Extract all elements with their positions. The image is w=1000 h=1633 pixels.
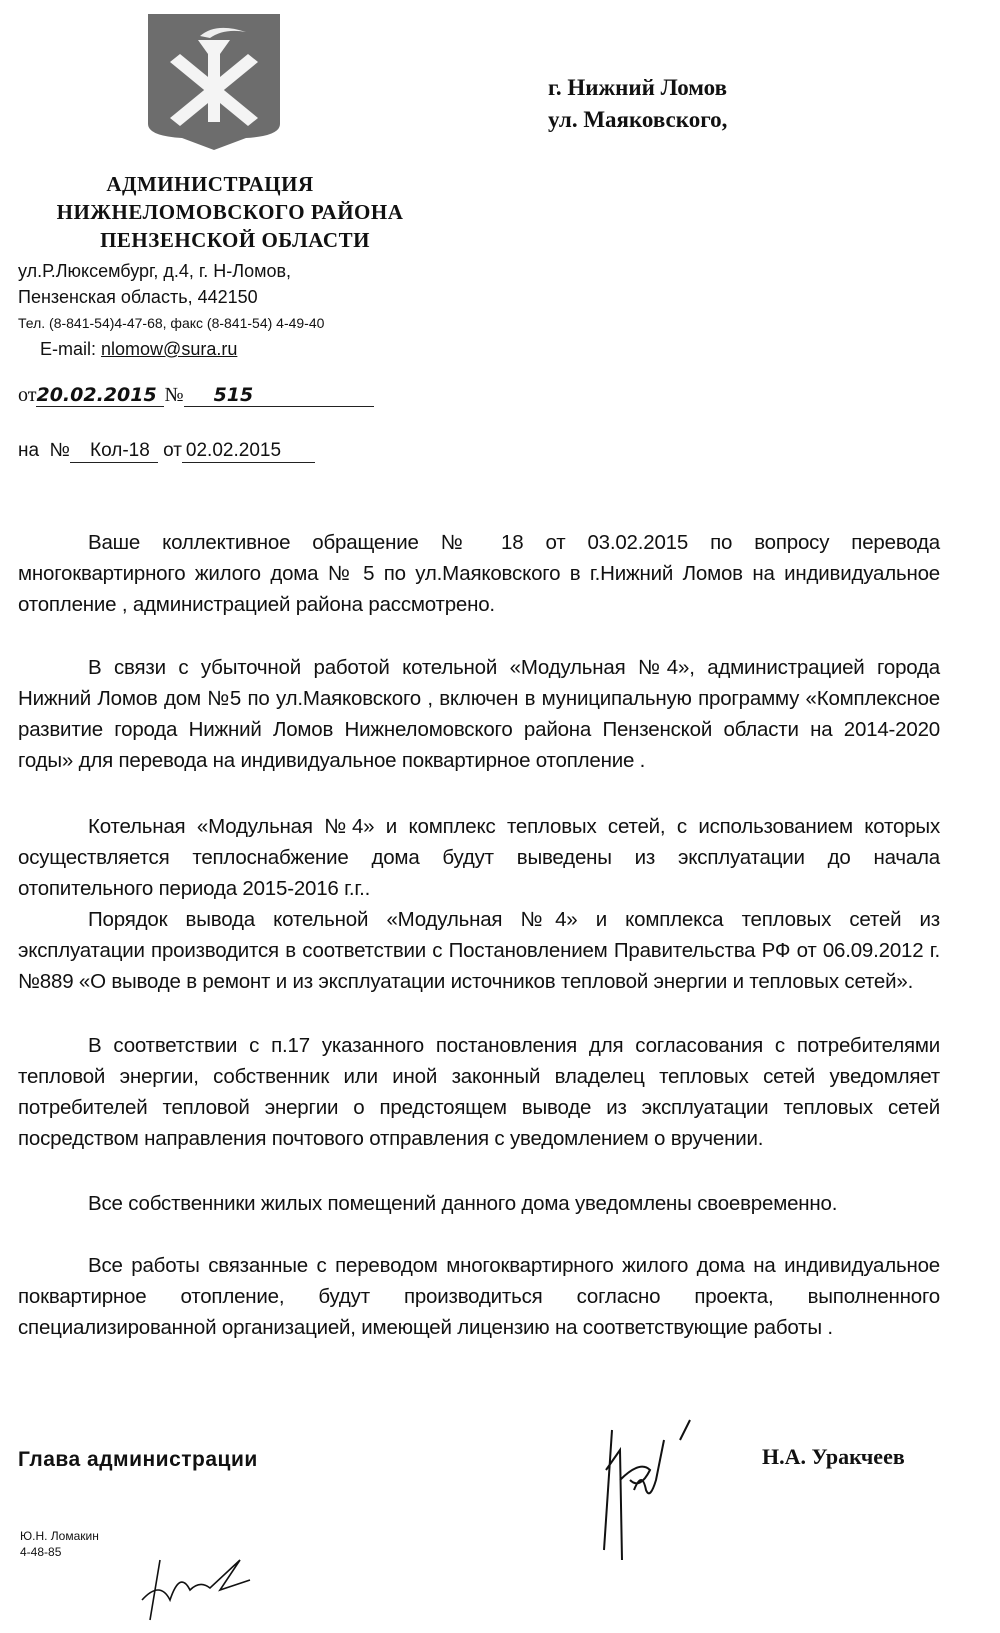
registration-line [18, 384, 374, 407]
executor-name: Ю.Н. Ломакин [20, 1529, 99, 1543]
recipient-city: г. Нижний Ломов [548, 75, 728, 100]
registration-date: 20.02.2015 [36, 384, 164, 407]
sender-organization [20, 170, 440, 254]
reply-date: 02.02.2015 [182, 440, 315, 463]
executor-signature [120, 1530, 260, 1630]
body-paragraph: Все собственники жилых помещений данного дома уведомлены своевременно. [88, 1192, 838, 1215]
org-line: НИЖНЕЛОМОВСКОГО РАЙОНА [56, 200, 404, 224]
address-line: ул.Р.Люксембург, д.4, г. Н-Ломов, [18, 261, 292, 281]
handwritten-signature [590, 1410, 700, 1560]
body-paragraph: В соответствии с п.17 указанного постановления для согласования с потребителями тепловой энергии, собственник или иной законный владелец тепловых сетей уведомляет потребителей тепловой энергии о предстоящем выводе из эксплуатации тепловых сетей посредством направления почтового отправления с уведомлением о вручении. [18, 1034, 940, 1150]
body-paragraph: Котельная «Модульная №4» и комплекс тепловых сетей, с использованием которых осуществляется теплоснабжение дома будут выведены из эксплуатации до начала отопительного периода 2015-2016 г.г.. [18, 815, 940, 900]
sender-contacts [18, 258, 324, 362]
recipient-street: ул. Маяковского, [548, 107, 728, 132]
recipient-address [548, 72, 727, 136]
number-label: № [164, 384, 184, 406]
org-line: АДМИНИСТРАЦИЯ [106, 172, 314, 196]
body-paragraph: В связи с убыточной работой котельной «Модульная №4», администрацией города Нижний Ломов дом №5 по ул.Маяковского , включен в муниципальную программу «Комплексное развитие города Нижний Ломов Нижнеломовского района Пензенской области на 2014-2020 годы» для перевода на индивидуальное поквартирное отопление . [18, 656, 940, 772]
org-line: ПЕНЗЕНСКОЙ ОБЛАСТИ [100, 228, 370, 252]
coat-of-arms-emblem [146, 12, 282, 150]
reply-reference [18, 440, 315, 463]
executor-info [20, 1528, 99, 1560]
registration-number: 515 [184, 384, 374, 407]
executor-phone: 4-48-85 [20, 1545, 62, 1559]
from-label: от [18, 384, 37, 406]
email-link[interactable]: nlomow@sura.ru [101, 339, 238, 359]
body-paragraph: Ваше коллективное обращение № 18 от 03.02.2015 по вопросу перевода многоквартирного жилого дома № 5 по ул.Маяковского в г.Нижний Ломов на индивидуальное отопление , администрацией района рассмотрено. [18, 531, 940, 616]
address-line: Пензенская область, 442150 [18, 287, 258, 307]
number-label: № [49, 440, 71, 461]
reply-number: Кол-18 [70, 440, 158, 463]
signatory-title: Глава администрации [18, 1448, 258, 1471]
from-label: от [163, 440, 182, 461]
signatory-name: Н.А. Уракчеев [762, 1444, 905, 1469]
body-paragraph: Все работы связанные с переводом многоквартирного жилого дома на индивидуальное поквартирное отопление, будут производиться согласно проекта, выполненного специализированной организацией, имеющей лицензию на соответствующие работы . [18, 1254, 940, 1339]
phone-line: Тел. (8-841-54)4-47-68, факс (8-841-54) 4-49-40 [18, 315, 325, 331]
email-label: E-mail: [40, 339, 97, 359]
body-paragraph: Порядок вывода котельной «Модульная №4» и комплекса тепловых сетей из эксплуатации производится в соответствии с Постановлением Правительства РФ от 06.09.2012 г. №889 «О выводе в ремонт и из эксплуатации источников тепловой энергии и тепловых сетей». [18, 908, 940, 993]
on-label: на [18, 440, 40, 461]
